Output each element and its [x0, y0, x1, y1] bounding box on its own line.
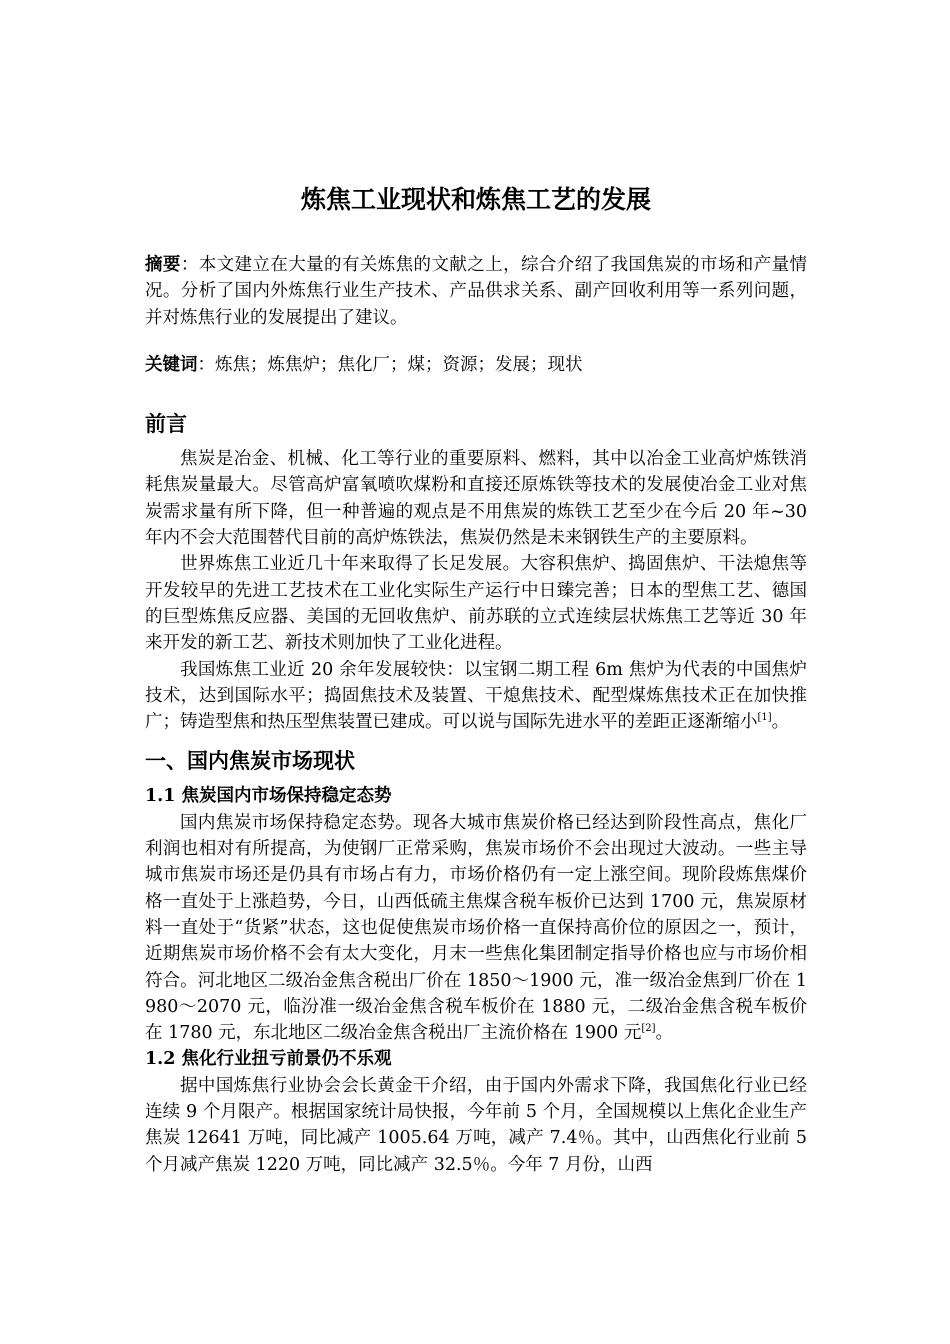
citation-ref-1: [1] — [757, 712, 772, 724]
document-body — [145, 183, 807, 1178]
abstract-separator: ： — [180, 255, 199, 275]
keywords-paragraph — [145, 352, 807, 378]
abstract-paragraph — [145, 252, 807, 331]
preface-heading: 前言 — [145, 411, 187, 437]
preface-paragraph-3-end: 。 — [771, 712, 790, 733]
subsection-1-2-heading: 1.2 焦化行业扭亏前景仍不乐观 — [145, 1049, 392, 1070]
document-title: 炼焦工业现状和炼焦工艺的发展 — [300, 185, 651, 214]
section-1-heading: 一、国内焦炭市场现状 — [145, 748, 355, 774]
preface-paragraph-2: 世界炼焦工业近几十年来取得了长足发展。大容积焦炉、捣固焦炉、干法熄焦等开发较早的先进工艺技术在工业化实际生产运行中日臻完善；日本的型焦工艺、德国的巨型炼焦反应器、美国的无回收焦炉、前苏联的立式连续层状炼焦工艺等近 30 年来开发的新工艺、新技术则加快了工业化进程。 — [145, 554, 807, 654]
keywords-label: 关键词 — [145, 354, 198, 375]
abstract-text: 本文建立在大量的有关炼焦的文献之上，综合介绍了我国焦炭的市场和产量情况。分析了国内外炼焦行业生产技术、产品供求关系、副产回收利用等一系列问题，并对炼焦行业的发展提出了建议。 — [145, 255, 808, 328]
subsection-1-1-end: 。 — [655, 1023, 673, 1044]
preface-paragraph-3-text: 我国炼焦工业近 20 余年发展较快：以宝钢二期工程 6m 焦炉为代表的中国焦炉技术，达到国际水平；捣固焦技术及装置、干熄焦技术、配型煤炼焦技术正在加快推广；铸造型焦和热压型焦装置已建成。可以说与国际先进水平的差距正逐渐缩小 — [145, 659, 807, 733]
subsection-1-1-heading: 1.1 焦炭国内市场保持稳定态势 — [145, 786, 392, 807]
preface-paragraph-3 — [145, 657, 807, 736]
preface-paragraph-1: 焦炭是冶金、机械、化工等行业的重要原料、燃料，其中以冶金工业高炉炼铁消耗焦炭量最大。尽管高炉富氧喷吹煤粉和直接还原炼铁等技术的发展使冶金工业对焦炭需求量有所下降，但一种普遍的观点是不用焦炭的炼铁工艺至少在今后 20 年~30 年内不会大范围替代目前的高炉炼铁法，焦炭仍然是未来钢铁生产的主要原料。 — [145, 449, 807, 549]
keywords-text: 炼焦；炼焦炉；焦化厂；煤；资源；发展；现状 — [215, 354, 583, 375]
subsection-1-1-paragraph — [145, 810, 807, 1047]
keywords-separator: ： — [197, 354, 215, 375]
abstract-label: 摘要 — [145, 255, 181, 275]
subsection-1-1-text: 国内焦炭市场保持稳定态势。现各大城市焦炭价格已经达到阶段性高点，焦化厂利润也相对有所提高，为使钢厂正常采购，焦炭市场价不会出现过大波动。一些主导城市焦炭市场还是仍具有市场占有力，市场价格仍有一定上涨空间。现阶段炼焦煤价格一直处于上涨趋势，今日，山西低硫主焦煤含税车板价已达到 1700 元，焦炭原材料一直处于“货紧”状态，这也促使焦炭市场价格一直保持高价位的原因之一，预计，近期焦炭市场价格不会有太大变化，月末一些焦化集团制定指导价格也应与市场价相符合。河北地区二级冶金焦含税出厂价在 1850～1900 元，准一级冶金焦到厂价在 1980～2070 元，临汾准一级冶金焦含税车板价在 1880 元，二级冶金焦含税车板价在 1780 元，东北地区二级冶金焦含税出厂主流价格在 1900 元 — [145, 812, 807, 1044]
subsection-1-2-paragraph: 据中国炼焦行业协会会长黄金干介绍，由于国内外需求下降，我国焦化行业已经连续 9 个月限产。根据国家统计局快报，今年前 5 个月，全国规模以上焦化企业生产焦炭 12641 万吨，同比减产 1005.64 万吨，减产 7.4％。其中，山西焦化行业前 5 个月减产焦炭 1220 万吨，同比减产 32.5％。今年 7 月份，山西 — [145, 1075, 807, 1175]
citation-ref-2: [2] — [641, 1023, 656, 1035]
